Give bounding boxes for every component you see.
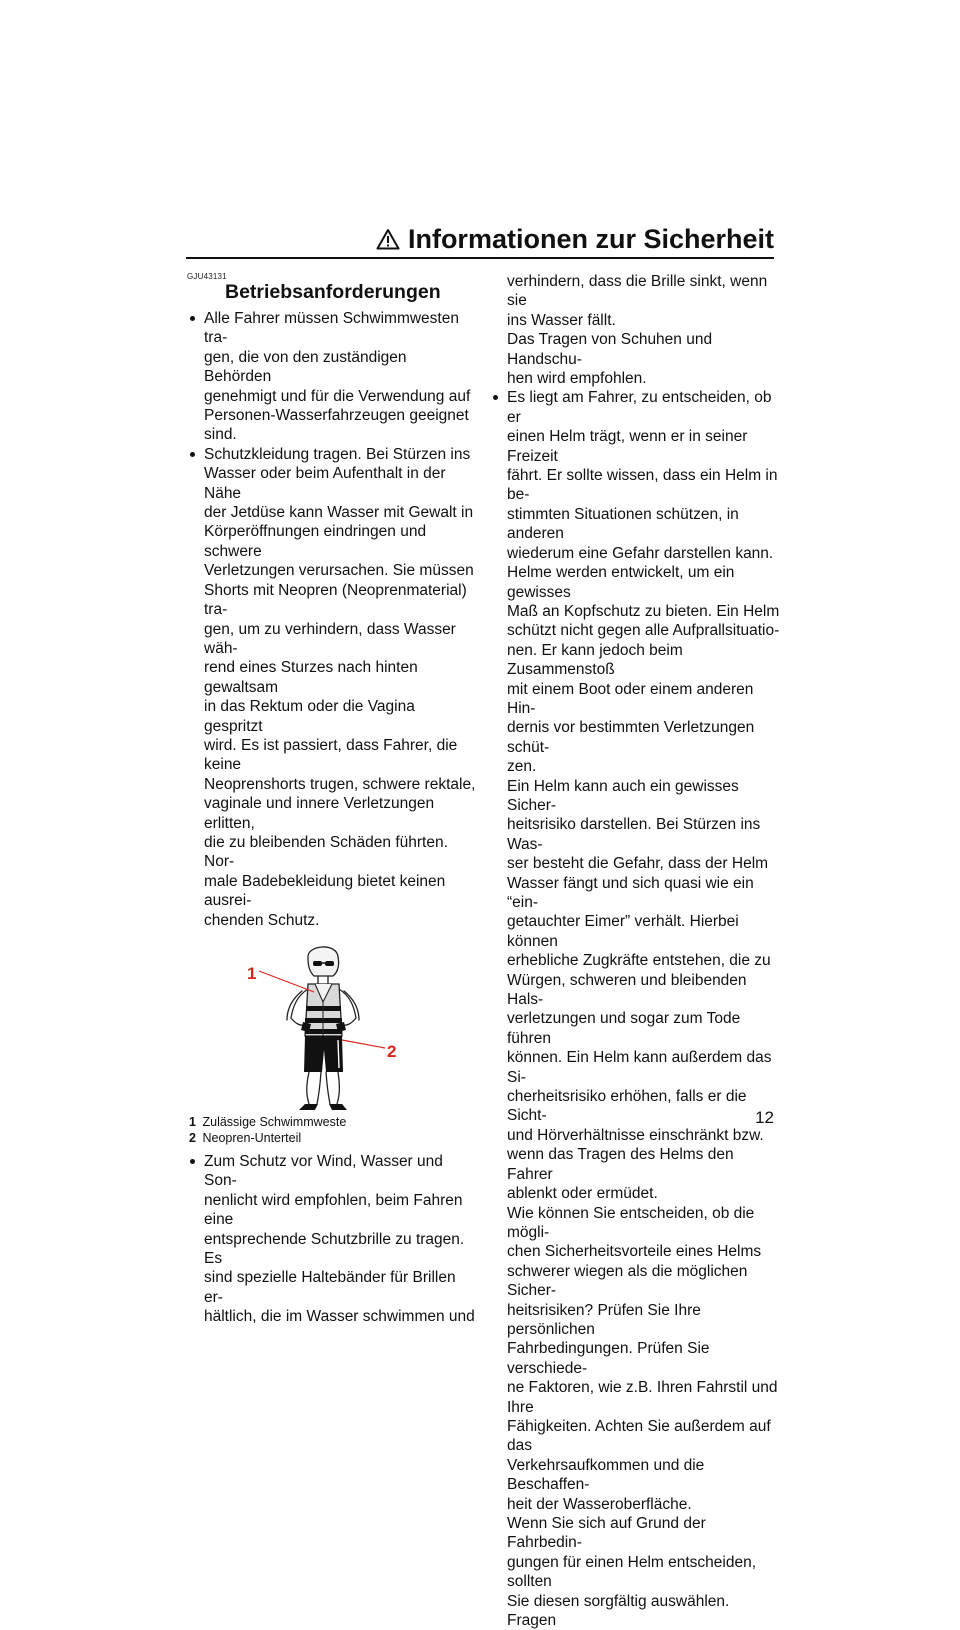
text-line: hältlich, die im Wasser schwimmen und (204, 1308, 475, 1326)
caption-number: 1 (189, 1115, 196, 1129)
bullet-helmet (490, 388, 780, 1630)
text-line: Wenn Sie sich auf Grund der Fahrbedin- (507, 1515, 706, 1552)
caption-number: 2 (189, 1131, 196, 1145)
text-line: Maß an Kopfschutz zu bieten. Ein Helm (507, 602, 780, 620)
text-line: gen, die von den zuständigen Behörden (204, 348, 407, 386)
bullet-goggles (187, 1152, 477, 1327)
figure-caption-1 (189, 1114, 477, 1130)
goggles-continued (490, 272, 780, 388)
rider-figure (187, 940, 477, 1112)
text-line: Körperöffnungen eindringen und schwere (204, 523, 427, 560)
text-line: Helme werden entwickelt, um ein gewisses (507, 564, 735, 601)
text-line: gungen für einen Helm entscheiden, sollten (507, 1553, 757, 1591)
text-line: verletzungen und sogar zum Tode führen (507, 1010, 741, 1047)
page-number: 12 (755, 1108, 774, 1127)
rider-illustration (187, 940, 477, 1112)
header-title: Informationen zur Sicherheit (407, 223, 774, 254)
header-rule (186, 257, 774, 259)
text-line: Verletzungen verursachen. Sie müssen (204, 562, 474, 580)
text-line: sind. (204, 426, 237, 444)
text-line: getauchter Eimer” verhält. Hierbei können (507, 913, 739, 950)
text-line: wenn das Tragen des Helms den Fahrer (507, 1146, 734, 1183)
text-line: zen. (507, 758, 537, 776)
text-line: Wasser oder beim Aufenthalt in der Nähe (204, 465, 446, 502)
right-column (490, 272, 780, 1630)
bullet-protective-clothing (187, 445, 477, 930)
text-line: und Hörverhältnisse einschränkt bzw. (507, 1126, 764, 1144)
text-line: Fahrbedingungen. Prüfen Sie verschiede- (507, 1340, 710, 1377)
text-line: Ein Helm kann auch ein gewisses Sicher- (507, 777, 739, 814)
text-line: Das Tragen von Schuhen und Handschu- (507, 331, 713, 368)
text-line: können. Ein Helm kann außerdem das Si- (507, 1049, 772, 1086)
text-line: Schutzkleidung tragen. Bei Stürzen ins (204, 445, 471, 463)
text-line: schützt nicht gegen alle Aufprallsituatio- (507, 622, 780, 640)
caption-text: Neopren-Unterteil (202, 1131, 302, 1145)
text-line: entsprechende Schutzbrille zu tragen. Es (204, 1230, 465, 1268)
text-line: dernis vor bestimmten Verletzungen schüt- (507, 719, 755, 756)
text-line: Es liegt am Fahrer, zu entscheiden, ob er (507, 389, 772, 426)
text-line: hen wird empfohlen. (507, 370, 647, 388)
warning-triangle-icon (376, 228, 400, 250)
text-line: mit einem Boot oder einem anderen Hin- (507, 680, 754, 717)
text-line: chen Sicherheitsvorteile eines Helms (507, 1243, 762, 1261)
text-line: Personen-Wasserfahrzeugen geeignet (204, 407, 469, 425)
text-line: fährt. Er sollte wissen, dass ein Helm in be- (507, 467, 778, 504)
text-line: cherheitsrisiko erhöhen, falls er die Sicht- (507, 1088, 747, 1125)
text-line: schwerer wiegen als die möglichen Sicher- (507, 1262, 748, 1300)
text-line: male Badebekleidung bietet keinen ausrei- (204, 872, 446, 910)
text-line: gen, um zu verhindern, dass Wasser wäh- (204, 620, 456, 657)
text-line: Zum Schutz vor Wind, Wasser und Son- (204, 1153, 443, 1190)
figure-caption-2 (189, 1130, 477, 1146)
text-line: sind spezielle Haltebänder für Brillen er- (204, 1269, 456, 1306)
text-line: stimmten Situationen schützen, in anderen (507, 505, 739, 543)
page-header (186, 222, 774, 256)
text-line: Würgen, schweren und bleibenden Hals- (507, 971, 747, 1009)
section-title: Betriebsanforderungen (225, 281, 441, 303)
text-line: ser besteht die Gefahr, dass der Helm (507, 855, 769, 873)
text-line: der Jetdüse kann Wasser mit Gewalt in (204, 504, 474, 522)
callout-1: 1 (247, 964, 257, 983)
text-line: erhebliche Zugkräfte entstehen, die zu (507, 952, 771, 970)
text-line: einen Helm trägt, wenn er in seiner Freizeit (507, 428, 748, 465)
text-line: nenlicht wird empfohlen, beim Fahren eine (204, 1191, 463, 1229)
text-line: Shorts mit Neopren (Neoprenmaterial) tra- (204, 581, 467, 619)
text-line: Wasser fängt und sich quasi wie ein “ein- (507, 874, 754, 911)
text-line: Wie können Sie entscheiden, ob die mögli- (507, 1204, 755, 1241)
text-line: heitsrisiken? Prüfen Sie Ihre persönlichen (507, 1301, 701, 1338)
text-line: Neoprenshorts trugen, schwere rektale, (204, 775, 476, 793)
text-line: Alle Fahrer müssen Schwimmwesten tra- (204, 310, 459, 347)
text-line: Fähigkeiten. Achten Sie außerdem auf das (507, 1417, 771, 1455)
text-line: die zu bleibenden Schäden führten. Nor- (204, 833, 448, 871)
text-line: genehmigt und für die Verwendung auf (204, 387, 471, 405)
text-line: chenden Schutz. (204, 911, 320, 929)
caption-text: Zulässige Schwimmweste (202, 1115, 347, 1129)
text-line: Sie diesen sorgfältig auswählen. Fragen (507, 1592, 730, 1630)
text-line: in das Rektum oder die Vagina gespritzt (204, 698, 415, 735)
text-line: verhindern, dass die Brille sinkt, wenn sie (507, 273, 768, 310)
text-line: rend eines Sturzes nach hinten gewaltsam (204, 659, 418, 696)
text-line: Verkehrsaufkommen und die Beschaffen- (507, 1456, 705, 1494)
text-line: wird. Es ist passiert, dass Fahrer, die keine (204, 736, 458, 774)
bullet-life-vests (187, 309, 477, 445)
left-column (187, 272, 477, 1327)
text-line: ablenkt oder ermüdet. (507, 1185, 658, 1203)
text-line: ins Wasser fällt. (507, 311, 616, 329)
text-line: vaginale und innere Verletzungen erlitten, (204, 795, 435, 832)
section-ref-code: GJU43131 (187, 272, 227, 281)
text-line: heitsrisiko darstellen. Bei Stürzen ins Was- (507, 816, 761, 853)
text-line: wiederum eine Gefahr darstellen kann. (507, 544, 774, 562)
callout-2: 2 (387, 1042, 397, 1061)
text-line: heit der Wasseroberfläche. (507, 1495, 692, 1513)
text-line: ne Faktoren, wie z.B. Ihren Fahrstil und Ihre (507, 1379, 778, 1416)
text-line: nen. Er kann jedoch beim Zusammenstoß (507, 641, 683, 679)
